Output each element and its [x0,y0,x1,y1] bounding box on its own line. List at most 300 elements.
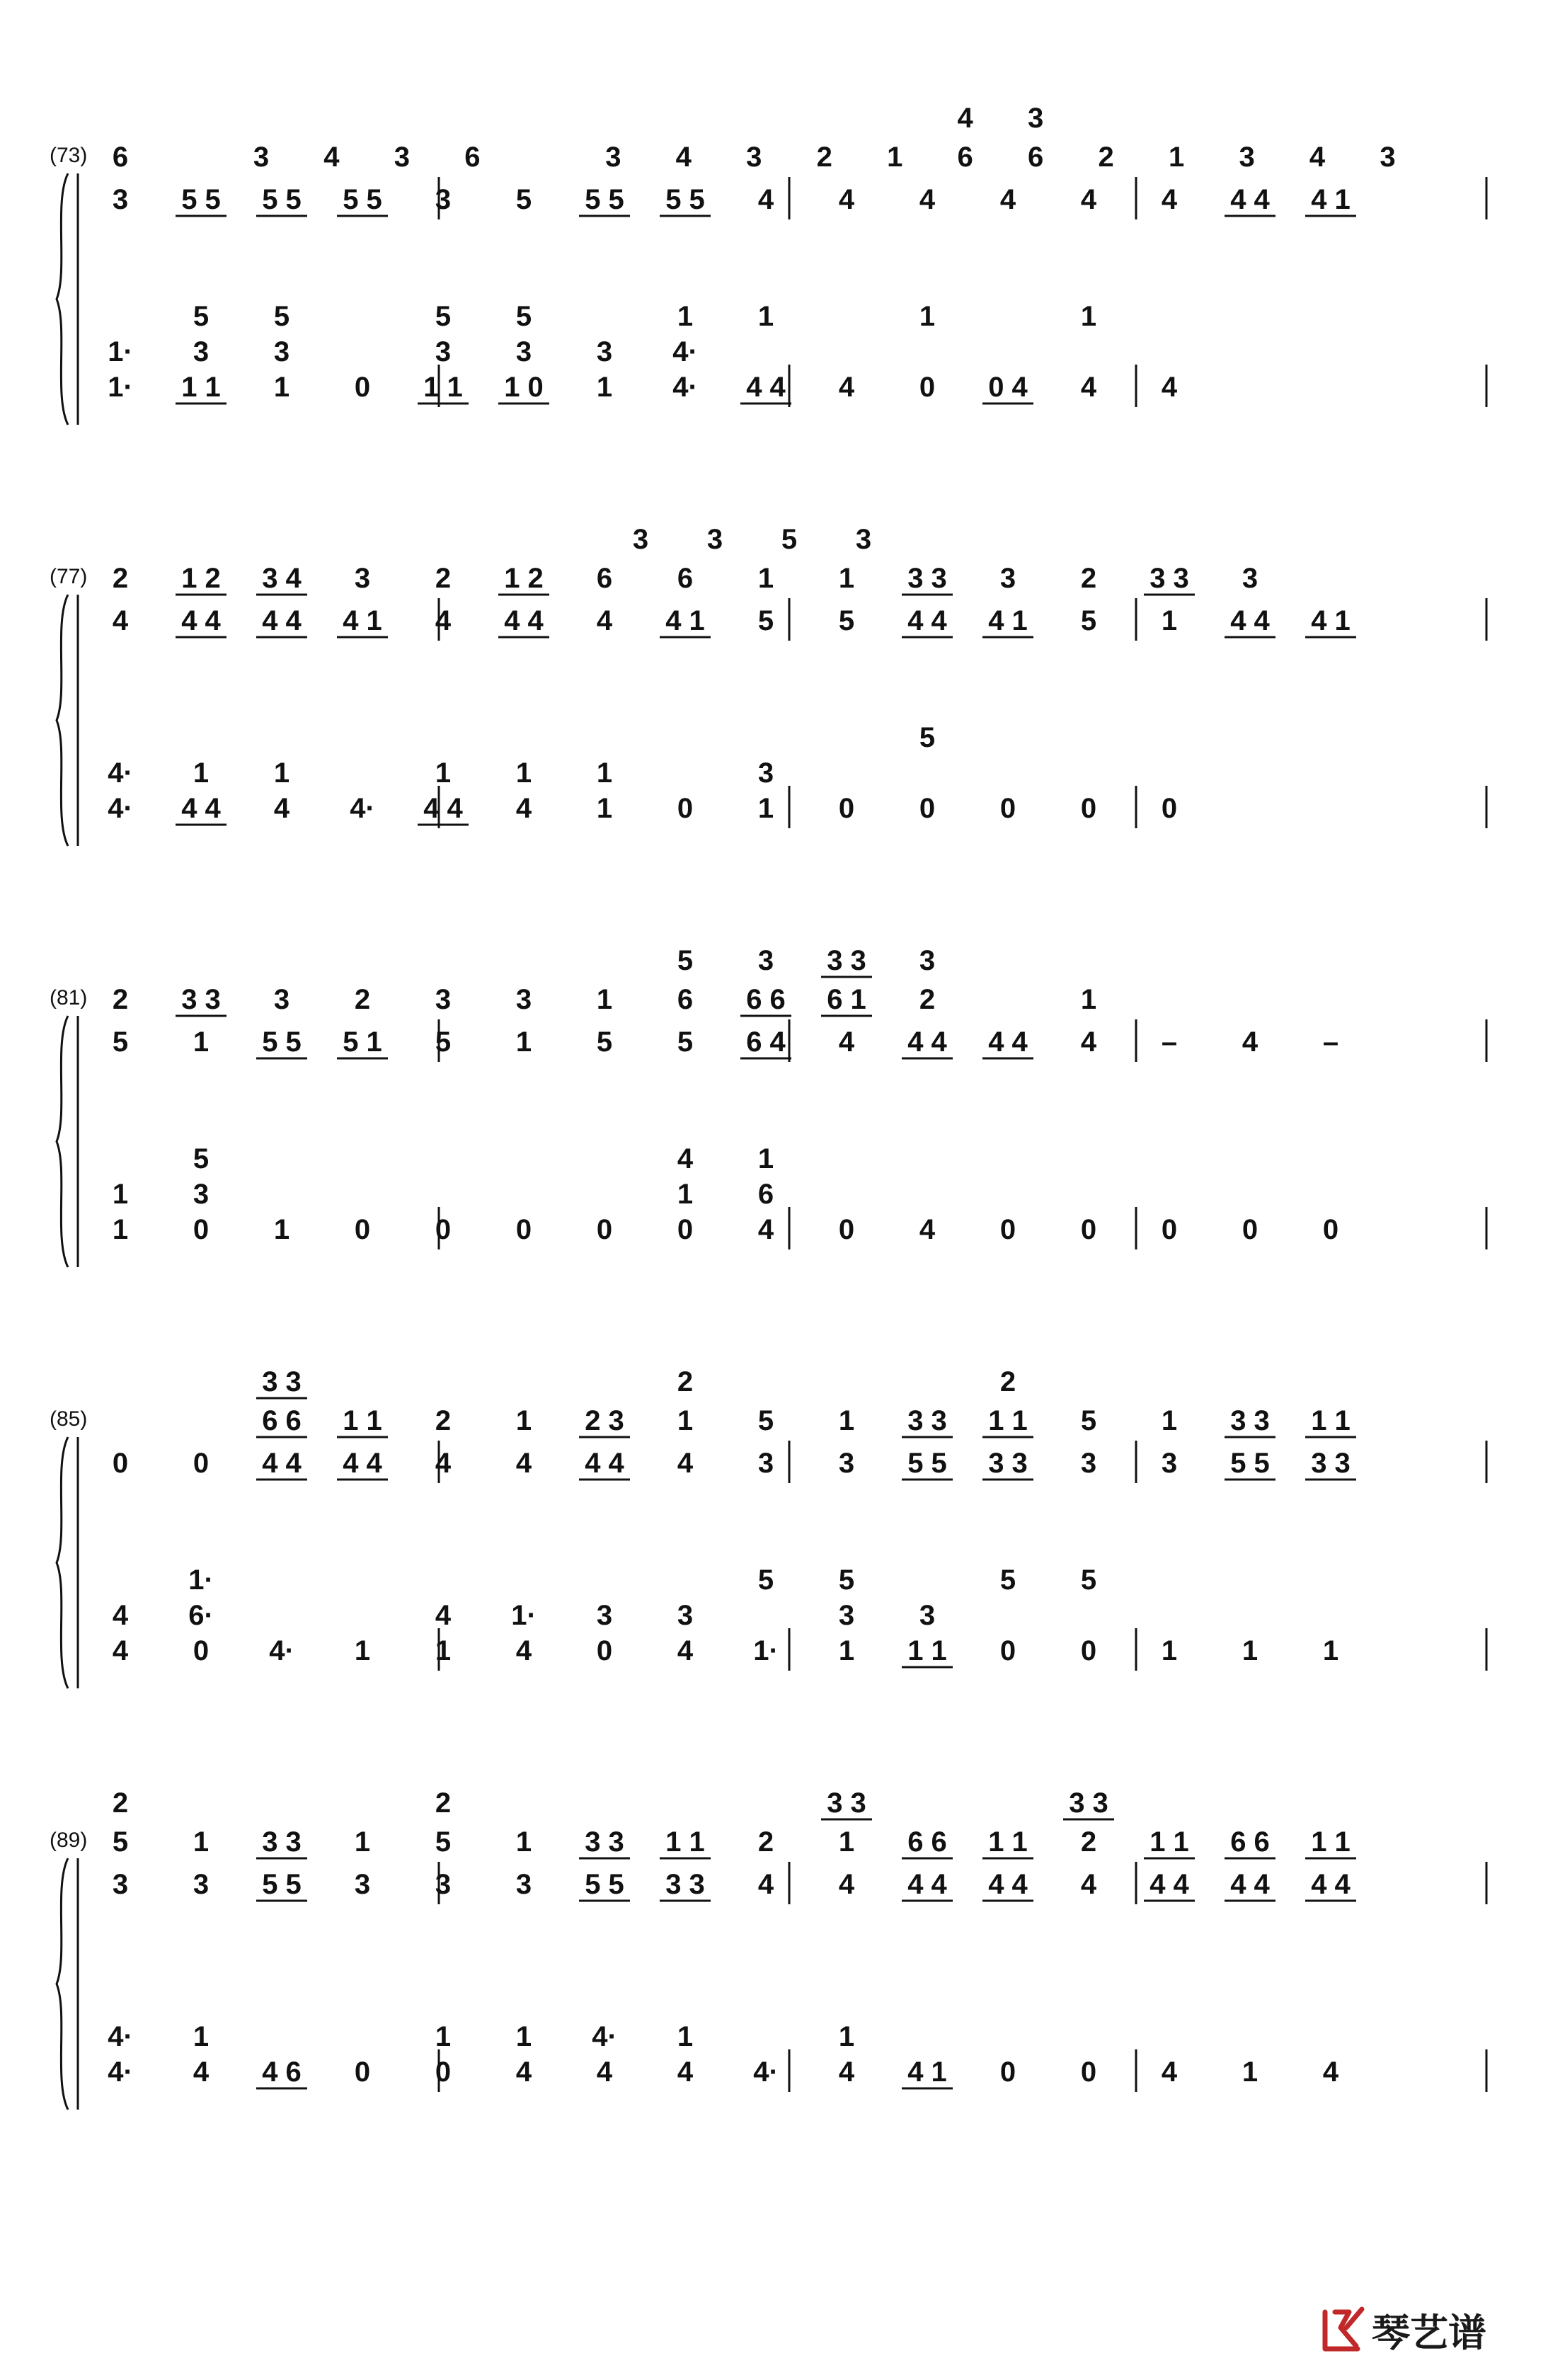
score-note: 4 [675,142,692,173]
score-note: 1· [511,1600,537,1631]
score-note: 1 [515,1026,532,1058]
score-note: – [1322,1026,1339,1058]
score-note: 3 [1161,1448,1178,1479]
score-note: 6 6 [746,984,786,1015]
score-note: 4 [757,1869,774,1900]
score-note: 4 [838,1026,855,1058]
score-note: 3 3 [1149,563,1189,594]
score-note: 1 [1161,605,1178,636]
score-note: 1 [596,757,613,789]
score-note: 4 [838,2056,855,2088]
score-note: 4· [350,793,375,824]
score-note: 4 [677,1635,694,1666]
score-note: 4 4 [907,1026,947,1058]
score-note: 4 [515,1448,532,1479]
score-note: 1 [515,757,532,789]
score-note: 0 [515,1214,532,1245]
score-note: 5 [1080,605,1097,636]
score-note: 3 [632,524,649,555]
score-note: 6 6 [907,1826,947,1858]
score-note: 5 5 [181,184,221,215]
score-note: 1 [515,1826,532,1858]
score-note: 0 [999,2056,1016,2088]
score-system [50,1787,1486,2110]
score-note: 5 [999,1564,1016,1596]
score-note: 4 [435,605,452,636]
score-note: 4 [273,793,290,824]
score-note: 1 [435,757,452,789]
score-note: 1 [838,2021,855,2052]
score-note: 1· [753,1635,779,1666]
score-note: 1 [435,2021,452,2052]
score-note: 5 5 [262,184,302,215]
score-note: 4 4 [181,793,221,824]
score-note: 1 [1242,1635,1259,1666]
score-note: 4 [677,1143,694,1174]
score-note: 1 2 [504,563,544,594]
score-note: 3 3 [827,945,866,976]
score-note: 4· [108,2056,133,2088]
score-note: 4 [838,184,855,215]
score-system [50,524,1486,846]
score-note: 3 [919,1600,936,1631]
score-note: 2 [112,563,129,594]
score-note: 4 1 [665,605,705,636]
score-note: 4 4 [988,1026,1028,1058]
score-note: 5 5 [343,184,382,215]
score-note: 1 [677,1179,694,1210]
score-note: 3 [112,1869,129,1900]
score-note: 3 [112,184,129,215]
score-note: 4 4 [1230,184,1270,215]
score-note: 1 [273,372,290,403]
score-note: 4 4 [907,1869,947,1900]
score-note: 5 [193,301,210,332]
score-note: 1 [757,301,774,332]
score-note: 1 [677,301,694,332]
score-note: 1 [193,1826,210,1858]
score-note: 1 [596,793,613,824]
score-note: 3 4 [262,563,302,594]
score-note: 6 1 [827,984,866,1015]
score-note: 0 [999,1635,1016,1666]
score-note: 5 5 [907,1448,947,1479]
score-note: 0 [354,1214,371,1245]
score-note: 3 [1239,142,1255,173]
score-note: 5 [838,1564,855,1596]
score-note: 3 3 [585,1826,624,1858]
score-note: 5 5 [665,184,705,215]
score-note: 3 [838,1600,855,1631]
score-note: 4· [672,372,698,403]
score-note: 4 [1161,184,1178,215]
score-note: 4· [592,2021,617,2052]
score-note: 0 [596,1635,613,1666]
score-note: 4 [1161,2056,1178,2088]
score-note: 4 [1309,142,1326,173]
score-note: 4 [435,1600,452,1631]
score-note: 4 [1080,184,1097,215]
score-note: 1 0 [504,372,544,403]
score-note: 0 [999,793,1016,824]
score-note: 3 [596,336,613,367]
score-note: 0 [1322,1214,1339,1245]
score-note: 1 1 [181,372,221,403]
score-note: 3 [1028,103,1044,134]
score-note: 4 4 [1230,605,1270,636]
score-note: 4 1 [988,605,1028,636]
score-note: 1 [193,757,210,789]
score-note: 3 3 [181,984,221,1015]
score-note: 4 4 [988,1869,1028,1900]
score-note: 5 [273,301,290,332]
score-note: 1 [1322,1635,1339,1666]
score-note: 4 [919,184,936,215]
score-note: 2 [354,984,371,1015]
score-note: 3 3 [988,1448,1028,1479]
score-note: 1 [1080,984,1097,1015]
score-note: 3 [193,336,210,367]
score-note: 2 [1080,1826,1097,1858]
score-note: 1 [273,1214,290,1245]
score-note: 1· [108,372,133,403]
score-system [50,945,1486,1267]
score-note: 3 [253,142,270,173]
score-note: 0 [193,1448,210,1479]
score-note: 3 [273,984,290,1015]
score-note: 1 [838,1826,855,1858]
score-note: – [1161,1026,1178,1058]
score-note: 3 [193,1179,210,1210]
score-note: 5 [435,301,452,332]
score-note: 4 4 [907,605,947,636]
score-note: 3 [435,184,452,215]
score-note: 4 [677,1448,694,1479]
score-note: 3 3 [827,1787,866,1819]
score-note: 3 [394,142,411,173]
score-note: 0 [435,2056,452,2088]
score-note: 0 4 [988,372,1028,403]
score-note: 6· [188,1600,214,1631]
score-note: 3 [354,563,371,594]
score-note: 4 [757,1214,774,1245]
score-note: 1 [273,757,290,789]
score-note: 5 [781,524,798,555]
score-note: 5 5 [262,1026,302,1058]
score-note: 4· [108,757,133,789]
grand-staff-brace [57,1858,68,2110]
score-note: 5 [677,945,694,976]
score-note: 0 [1161,1214,1178,1245]
score-note: 3 [193,1869,210,1900]
score-system [50,103,1486,425]
score-note: 0 [112,1448,129,1479]
score-system [50,1366,1486,1688]
score-note: 0 [596,1214,613,1245]
score-note: 6 [464,142,481,173]
score-note: 4 [515,793,532,824]
score-note: 4 [515,2056,532,2088]
score-note: 4 4 [746,372,786,403]
score-note: 5 [1080,1564,1097,1596]
measure-number: (81) [50,986,88,1009]
score-note: 3 3 [665,1869,705,1900]
score-note: 1 [887,142,903,173]
score-note: 4 [1242,1026,1259,1058]
score-note: 5 [757,1564,774,1596]
score-note: 4 [999,184,1016,215]
score-note: 3 [596,1600,613,1631]
score-note: 3 [855,524,872,555]
score-note: 4 4 [1230,1869,1270,1900]
score-note: 2 [919,984,936,1015]
score-note: 3 [435,984,452,1015]
score-note: 3 [757,757,774,789]
score-note: 1 [919,301,936,332]
score-note: 1 1 [343,1405,382,1436]
score-note: 6 [1028,142,1044,173]
score-note: 5 [757,605,774,636]
score-note: 1 [677,1405,694,1436]
score-note: 2 [112,984,129,1015]
score-note: 3 [515,336,532,367]
score-note: 5 [193,1143,210,1174]
score-note: 4 4 [262,1448,302,1479]
score-note: 1 [112,1179,129,1210]
score-note: 1 [1161,1635,1178,1666]
score-note: 1 [596,984,613,1015]
score-note: 2 [1080,563,1097,594]
score-note: 6 [112,142,129,173]
score-note: 6 [677,984,694,1015]
score-note: 5 [112,1026,129,1058]
score-note: 4 [193,2056,210,2088]
grand-staff-brace [57,1016,68,1267]
score-systems [50,103,1486,2110]
score-note: 4 4 [1311,1869,1351,1900]
score-note: 2 [435,1787,452,1819]
score-note: 4· [108,2021,133,2052]
score-note: 2 [435,563,452,594]
score-note: 2 [112,1787,129,1819]
score-note: 4 [757,184,774,215]
measure-number: (85) [50,1407,88,1431]
score-note: 3 [677,1600,694,1631]
score-note: 1 [1242,2056,1259,2088]
score-note: 3 3 [1069,1787,1108,1819]
score-note: 3 3 [907,1405,947,1436]
score-note: 6 [596,563,613,594]
score-note: 1 [193,2021,210,2052]
score-note: 5 [1080,1405,1097,1436]
score-note: 5 [596,1026,613,1058]
score-note: 4 [596,605,613,636]
score-note: 0 [193,1214,210,1245]
score-note: 4 4 [262,605,302,636]
score-note: 4 4 [504,605,544,636]
score-note: 0 [838,793,855,824]
score-note: 0 [1080,1214,1097,1245]
score-note: 2 [677,1366,694,1397]
score-note: 3 [605,142,621,173]
score-note: 0 [354,2056,371,2088]
score-note: 5 5 [262,1869,302,1900]
score-note: 6 [957,142,973,173]
score-note: 5 [919,722,936,753]
score-note: 5 5 [585,184,624,215]
score-note: 3 [919,945,936,976]
score-note: 1 [838,1635,855,1666]
score-note: 0 [354,372,371,403]
score-note: 2 [816,142,832,173]
score-note: 5 [435,1026,452,1058]
score-note: 6 4 [746,1026,786,1058]
score-note: 2 [435,1405,452,1436]
score-note: 3 [515,984,532,1015]
score-note: 2 [1098,142,1114,173]
measure-number: (73) [50,144,88,167]
score-note: 4 [435,1448,452,1479]
score-note: 5 [112,1826,129,1858]
score-note: 1 [1168,142,1185,173]
score-note: 0 [999,1214,1016,1245]
score-note: 1 [515,1405,532,1436]
score-note: 1 [838,563,855,594]
watermark-text: 琴艺谱 [1372,2312,1486,2355]
grand-staff-brace [57,595,68,846]
score-note: 6 6 [1230,1826,1270,1858]
score-note: 1 [112,1214,129,1245]
score-note: 5 1 [343,1026,382,1058]
score-note: 4 4 [1149,1869,1189,1900]
grand-staff-brace [57,173,68,425]
score-note: 4 [1080,372,1097,403]
score-note: 2 3 [585,1405,624,1436]
score-note: 1 [435,1635,452,1666]
score-note: 0 [677,1214,694,1245]
score-note: 1 1 [907,1635,947,1666]
score-note: 2 [757,1826,774,1858]
score-note: 3 3 [1230,1405,1270,1436]
measure-number: (89) [50,1829,88,1852]
score-note: 4 1 [1311,184,1351,215]
score-note: 3 [1380,142,1396,173]
score-note: 4 [1161,372,1178,403]
score-note: 1 1 [1311,1826,1351,1858]
score-note: 3 [435,1869,452,1900]
score-note: 6 [757,1179,774,1210]
score-note: 2 [999,1366,1016,1397]
score-note: 6 [677,563,694,594]
score-note: 4 [112,1635,129,1666]
score-note: 1 1 [988,1826,1028,1858]
score-note: 3 [757,945,774,976]
score-note: 5 [838,605,855,636]
qinyipu-logo-icon [1325,2309,1362,2349]
score-note: 0 [1080,2056,1097,2088]
score-note: 5 5 [585,1869,624,1900]
score-note: 1 [515,2021,532,2052]
score-note: 5 [757,1405,774,1436]
score-note: 1 1 [423,372,463,403]
score-note: 1 [757,793,774,824]
score-note: 3 [273,336,290,367]
score-note: 1 [1080,301,1097,332]
score-note: 4 4 [423,793,463,824]
score-note: 3 3 [262,1366,302,1397]
score-note: 1· [188,1564,214,1596]
score-note: 4 [515,1635,532,1666]
score-note: 0 [1161,793,1178,824]
score-note: 4· [672,336,698,367]
score-note: 0 [435,1214,452,1245]
score-note: 3 [999,563,1016,594]
score-note: 1 1 [1311,1405,1351,1436]
score-note: 0 [677,793,694,824]
score-note: 1 [354,1826,371,1858]
score-note: 4 1 [343,605,382,636]
score-note: 1 2 [181,563,221,594]
score-note: 1 [838,1405,855,1436]
score-note: 0 [193,1635,210,1666]
score-note: 3 [706,524,723,555]
score-note: 6 6 [262,1405,302,1436]
score-note: 5 [515,301,532,332]
score-note: 4· [753,2056,779,2088]
score-note: 3 3 [262,1826,302,1858]
score-note: 1 1 [988,1405,1028,1436]
score-note: 0 [1242,1214,1259,1245]
score-note: 3 3 [907,563,947,594]
score-note: 1 [354,1635,371,1666]
score-note: 1 [677,2021,694,2052]
watermark-logo [1325,2309,1486,2355]
score-note: 3 [757,1448,774,1479]
score-note: 3 [515,1869,532,1900]
score-note: 4 [957,103,973,134]
score-note: 4 [838,372,855,403]
score-note: 4 1 [1311,605,1351,636]
score-note: 4 [838,1869,855,1900]
score-note: 4 1 [907,2056,947,2088]
score-note: 3 3 [1311,1448,1351,1479]
score-note: 5 [677,1026,694,1058]
score-note: 4· [108,793,133,824]
score-note: 5 5 [1230,1448,1270,1479]
score-note: 4 6 [262,2056,302,2088]
score-note: 0 [1080,793,1097,824]
score-note: 1 1 [665,1826,705,1858]
score-note: 0 [919,793,936,824]
score-note: 4 [1080,1026,1097,1058]
score-note: 4 [323,142,340,173]
score-note: 3 [746,142,762,173]
score-note: 4 [112,605,129,636]
score-note: 3 [435,336,452,367]
score-note: 1 [757,1143,774,1174]
score-note: 4 4 [343,1448,382,1479]
score-note: 5 [515,184,532,215]
score-note: 4 [596,2056,613,2088]
score-note: 1 [757,563,774,594]
score-note: 0 [838,1214,855,1245]
score-note: 5 [435,1826,452,1858]
score-note: 1 [193,1026,210,1058]
score-note: 4 4 [181,605,221,636]
score-note: 3 [838,1448,855,1479]
score-note: 3 [354,1869,371,1900]
score-note: 1· [108,336,133,367]
